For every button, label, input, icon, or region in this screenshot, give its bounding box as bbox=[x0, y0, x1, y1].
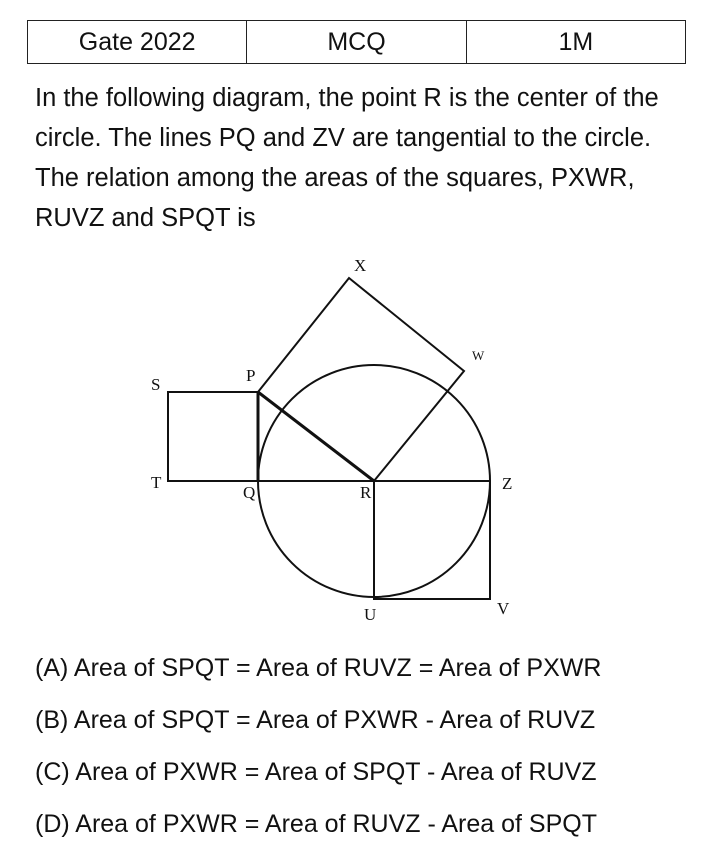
label-x: X bbox=[354, 256, 367, 275]
option-c[interactable]: (C) Area of PXWR = Area of SPQT - Area of RUVZ bbox=[35, 758, 597, 786]
question-text: In the following diagram, the point R is the center of the circle. The lines PQ and ZV are tangential to the circle. The relation among the areas of the squares, PXWR, RUVZ and SPQT is bbox=[35, 84, 659, 232]
label-r: R bbox=[360, 483, 372, 502]
answer-options bbox=[35, 655, 601, 863]
question-type-cell: MCQ bbox=[247, 21, 466, 64]
option-d[interactable]: (D) Area of PXWR = Area of RUVZ - Area of SPQT bbox=[35, 810, 597, 838]
label-z: Z bbox=[502, 474, 513, 493]
geometry-diagram bbox=[0, 240, 713, 640]
label-q: Q bbox=[243, 483, 256, 502]
label-t: T bbox=[151, 473, 162, 492]
marks-cell: 1M bbox=[466, 21, 685, 64]
square-pxwr bbox=[258, 278, 464, 481]
label-s: S bbox=[151, 375, 161, 394]
label-v: V bbox=[497, 599, 510, 618]
label-w: W bbox=[472, 348, 485, 363]
square-spqt bbox=[168, 392, 258, 481]
segment-pr bbox=[258, 392, 374, 481]
option-b[interactable]: (B) Area of SPQT = Area of PXWR - Area of RUVZ bbox=[35, 706, 596, 734]
option-a[interactable]: (A) Area of SPQT = Area of RUVZ = Area of PXWR bbox=[35, 654, 602, 682]
question-meta-table bbox=[27, 20, 686, 64]
label-p: P bbox=[246, 366, 256, 385]
exam-cell: Gate 2022 bbox=[28, 21, 247, 64]
label-u: U bbox=[364, 605, 377, 624]
